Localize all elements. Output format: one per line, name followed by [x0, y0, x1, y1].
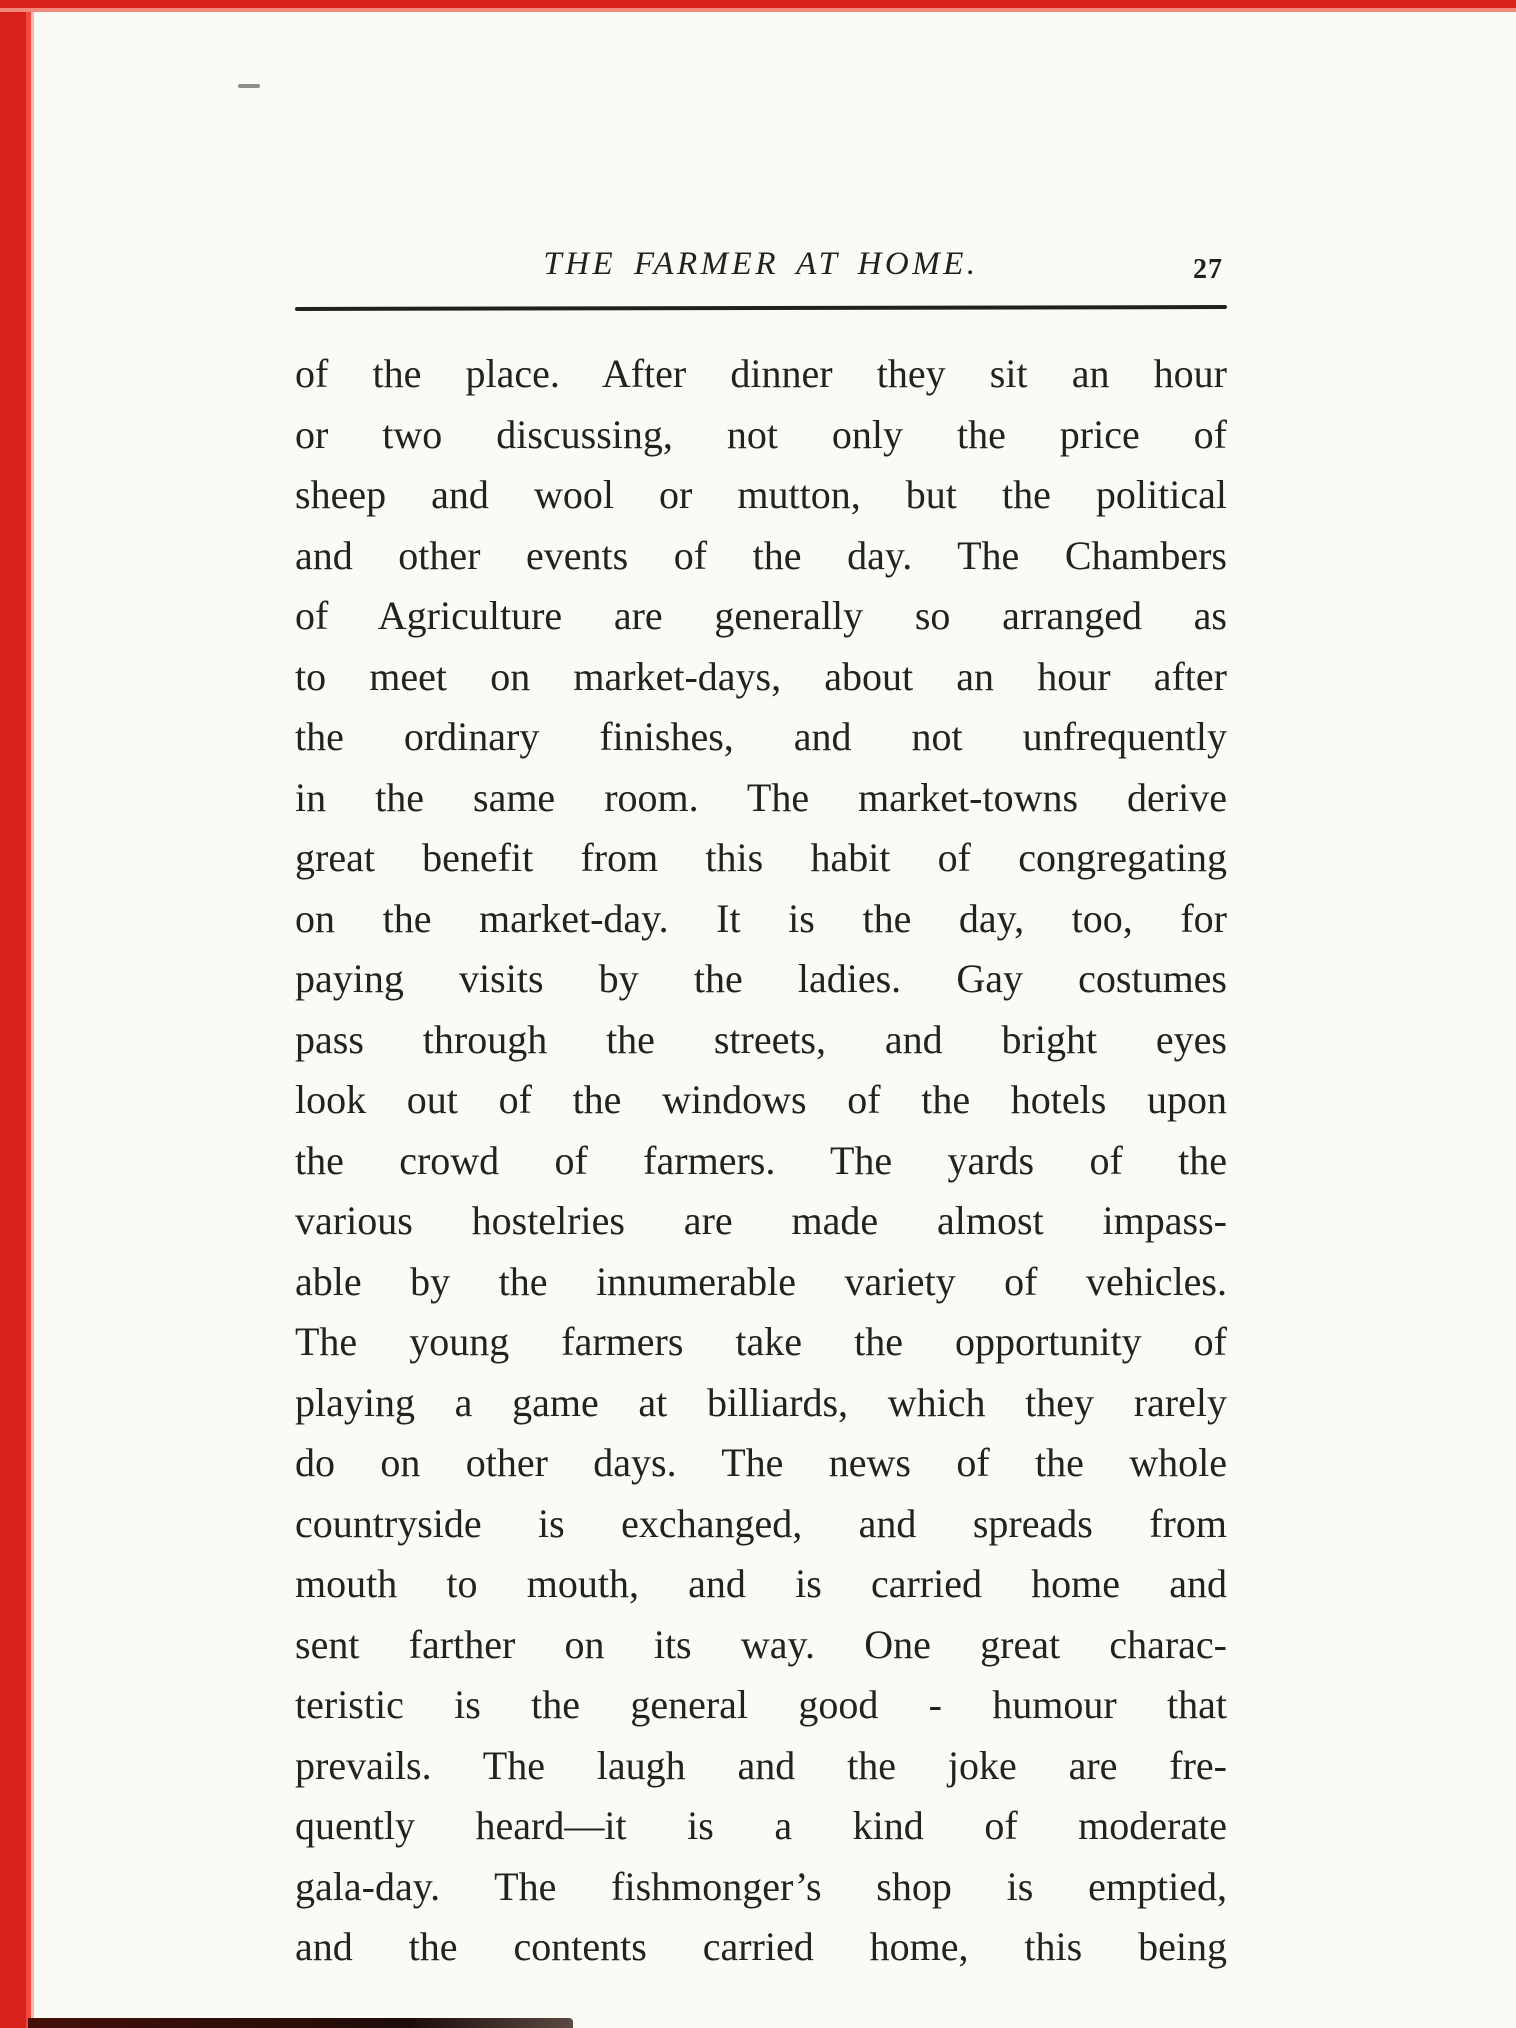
text-line: mouth to mouth, and is carried home and	[295, 1561, 1227, 1606]
page-content	[295, 246, 1227, 1978]
text-line: and the contents carried home, this being	[295, 1924, 1227, 1969]
text-line: gala-day. The fishmonger’s shop is emptied,	[295, 1863, 1227, 1909]
text-line: The young farmers take the opportunity of	[295, 1319, 1227, 1364]
text-line: on the market-day. It is the day, too, for	[295, 895, 1227, 941]
text-line: and other events of the day. The Chambers	[295, 532, 1227, 578]
text-line: playing a game at billiards, which they rarely	[295, 1379, 1227, 1425]
text-line: able by the innumerable variety of vehicles.	[295, 1258, 1227, 1304]
text-line: great benefit from this habit of congregating	[295, 835, 1227, 880]
text-line: various hostelries are made almost impass-	[295, 1198, 1227, 1243]
text-line: look out of the windows of the hotels upon	[295, 1077, 1227, 1122]
scan-edge-bottom	[28, 2018, 573, 2028]
text-line: pass through the streets, and bright eyes	[295, 1016, 1227, 1062]
text-line: of the place. After dinner they sit an hour	[295, 351, 1227, 396]
text-line: countryside is exchanged, and spreads from	[295, 1500, 1227, 1546]
text-line: the crowd of farmers. The yards of the	[295, 1137, 1227, 1183]
page-header	[295, 246, 1227, 298]
scan-edge-left	[0, 0, 34, 2028]
text-line: do on other days. The news of the whole	[295, 1440, 1227, 1485]
text-line: the ordinary finishes, and not unfrequently	[295, 714, 1227, 759]
page-number: 27	[1193, 254, 1223, 285]
running-header: THE FARMER AT HOME.	[543, 246, 979, 282]
text-line: teristic is the general good - humour that	[295, 1682, 1227, 1727]
text-line: prevails. The laugh and the joke are fre-	[295, 1742, 1227, 1788]
body-text	[295, 344, 1227, 1978]
text-line: sheep and wool or mutton, but the political	[295, 472, 1227, 517]
text-line: or two discussing, not only the price of	[295, 411, 1227, 457]
text-line: in the same room. The market-towns derive	[295, 774, 1227, 820]
text-line: sent farther on its way. One great charac-	[295, 1621, 1227, 1667]
text-line: quently heard—it is a kind of moderate	[295, 1803, 1227, 1848]
header-rule	[295, 305, 1227, 311]
text-line: to meet on market-days, about an hour after	[295, 653, 1227, 699]
text-line: of Agriculture are generally so arranged as	[295, 593, 1227, 638]
text-line: paying visits by the ladies. Gay costumes	[295, 956, 1227, 1001]
scan-edge-top	[0, 0, 1516, 12]
scan-artifact-dash	[238, 84, 260, 88]
